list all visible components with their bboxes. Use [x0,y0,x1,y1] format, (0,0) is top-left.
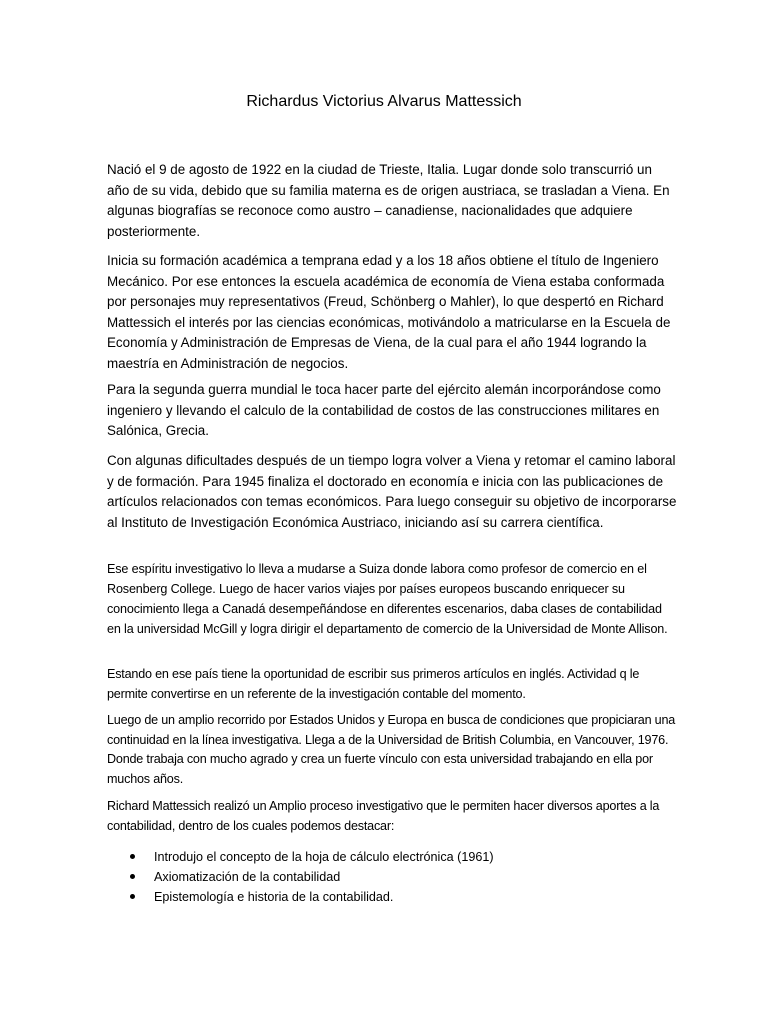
paragraph-return-vienna: Con algunas dificultades después de un tiempo logra volver a Viena y retomar el camino laboral y de formación. Para 1945 finaliza el doctorado en economía e inicia con las publicaciones de artículos relacionados con temas económicos. Para luego conseguir su objetivo de incorporarse al Instituto de Investigación Económica Austriaco, iniciando así su carrera científica. [107,453,677,530]
list-item [130,847,670,867]
paragraph-switzerland-canada: Ese espíritu investigativo lo lleva a mudarse a Suiza donde labora como profesor de comercio en el Rosenberg College. Luego de hacer varios viajes por países europeos buscando enriquecer su conocimiento llega a Canadá desempeñándose en diferentes escenarios, daba clases de contabilidad en la universidad McGill y logra dirigir el departamento de comercio de la Universidad de Monte Allison. [107,562,668,636]
page-title: Richardus Victorius Alvarus Mattessich [246,93,522,110]
list-item-text: Introdujo el concepto de la hoja de cálculo electrónica (1961) [154,850,494,864]
list-item-text: Axiomatización de la contabilidad [154,870,341,884]
paragraph-english-articles: Estando en ese país tiene la oportunidad de escribir sus primeros artículos en inglés. Actividad q le permite convertirse en un referente de la investigación contable del momento. [107,667,640,701]
bullet-icon [130,894,135,899]
bullet-icon [130,874,135,879]
paragraph-contributions-intro: Richard Mattessich realizó un Amplio proceso investigativo que le permiten hacer diversos aportes a la contabilidad, dentro de los cuales podemos destacar: [107,799,660,833]
paragraph-war: Para la segunda guerra mundial le toca hacer parte del ejército alemán incorporándose como ingeniero y llevando el calculo de la contabilidad de costos de las construcciones militares en Salónica, Grecia. [107,382,661,438]
bullet-icon [130,854,135,859]
paragraph-birth: Nació el 9 de agosto de 1922 en la ciudad de Trieste, Italia. Lugar donde solo transcurrió un año de su vida, debido que su familia materna es de origen austriaca, se trasladan a Viena. En algunas biografías se reconoce como austro – canadiense, nacionalidades que adquiere posteriormente. [107,162,670,239]
list-item-text: Epistemología e historia de la contabilidad. [154,890,394,904]
list-item [130,867,670,887]
paragraph-education: Inicia su formación académica a temprana edad y a los 18 años obtiene el título de Ingeniero Mecánico. Por ese entonces la escuela académica de economía de Viena estaba conformada por personajes muy representativos (Freud, Schönberg o Mahler), lo que despertó en Richard Mattessich el interés por las ciencias económicas, motivándolo a matricularse en la Escuela de Economía y Administración de Empresas de Viena, de la cual para el año 1944 logrando la maestría en Administración de negocios. [107,253,671,371]
list-item [130,887,670,907]
paragraph-british-columbia: Luego de un amplio recorrido por Estados Unidos y Europa en busca de condiciones que propiciaran una continuidad en la línea investigativa. Llega a de la Universidad de British Columbia, en Vancouver, 1976. Donde trabaja con mucho agrado y crea un fuerte vínculo con esta universidad trabajando en ella por muchos años. [107,713,676,786]
contributions-list [130,847,670,907]
